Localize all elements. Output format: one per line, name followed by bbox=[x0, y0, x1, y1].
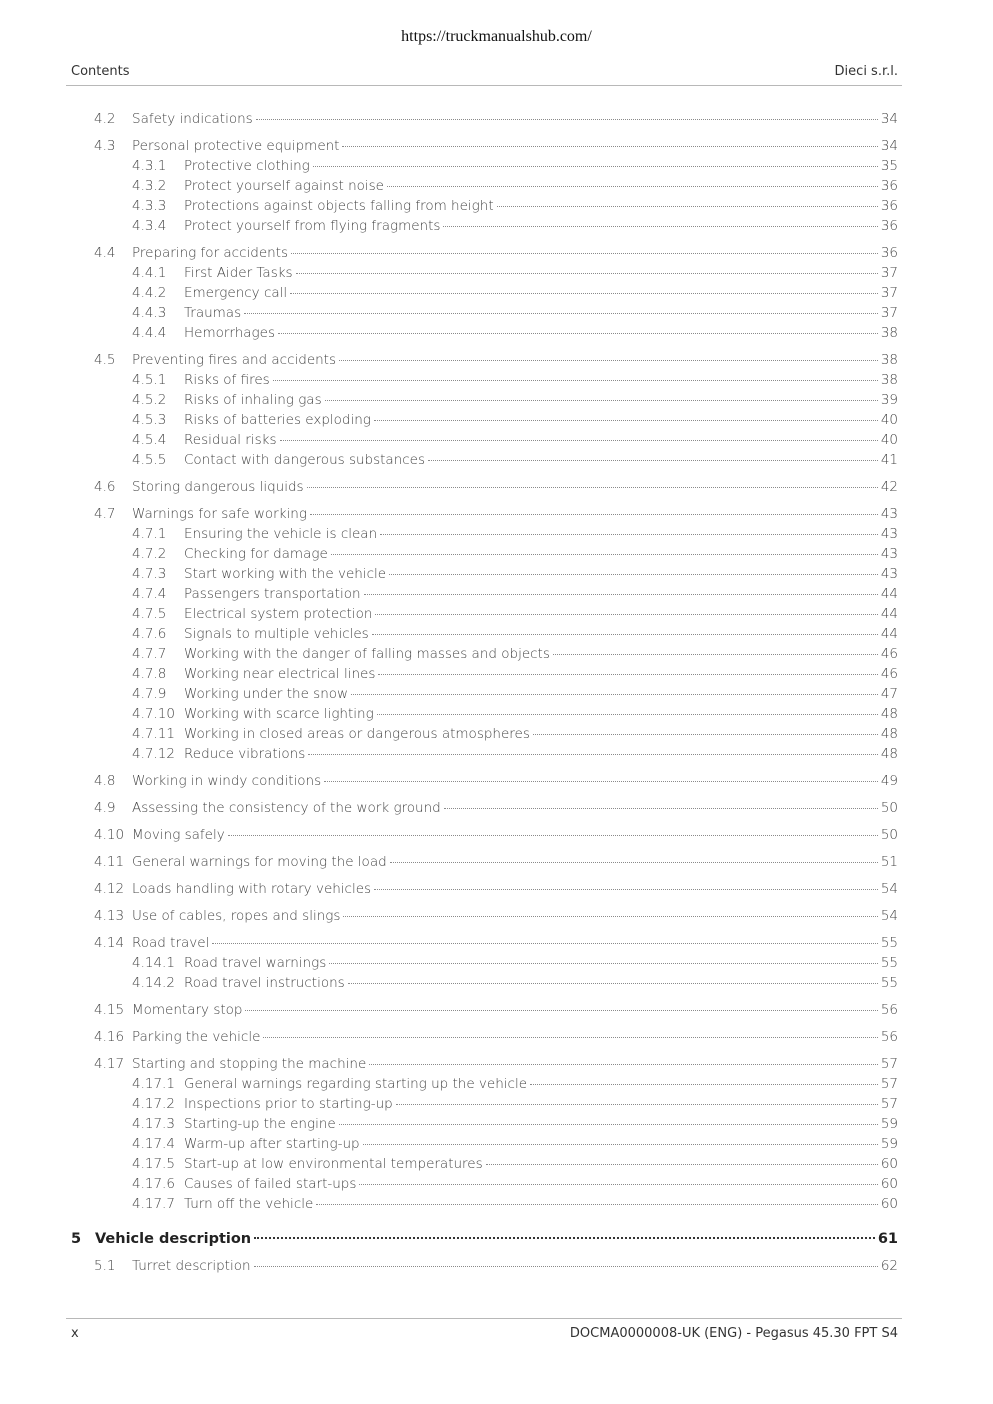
toc-entry[interactable] bbox=[0, 644, 993, 664]
toc-dot-leader bbox=[372, 634, 878, 635]
toc-entry-number: 4.5.5 bbox=[132, 452, 167, 468]
toc-entry-number: 4.7.6 bbox=[132, 626, 167, 642]
toc-dot-leader bbox=[375, 614, 877, 615]
toc-entry-page: 44 bbox=[880, 626, 898, 642]
toc-entry-title: Contact with dangerous substances bbox=[184, 452, 426, 468]
toc-entry-page: 48 bbox=[880, 726, 898, 742]
toc-entry-page: 55 bbox=[880, 935, 898, 951]
header-company: Dieci s.r.l. bbox=[834, 64, 898, 79]
toc-dot-leader bbox=[307, 487, 878, 488]
toc-dot-leader bbox=[396, 1104, 878, 1105]
toc-entry-number: 4.4.3 bbox=[132, 305, 167, 321]
toc-entry[interactable] bbox=[0, 584, 993, 604]
toc-entry-page: 56 bbox=[880, 1029, 898, 1045]
toc-entry-page: 59 bbox=[880, 1136, 898, 1152]
toc-entry-page: 37 bbox=[880, 265, 898, 281]
toc-dot-leader bbox=[254, 1266, 878, 1267]
toc-entry-title: Protections against objects falling from height bbox=[184, 198, 494, 214]
toc-entry-page: 34 bbox=[880, 138, 898, 154]
toc-entry-number: 4.5 bbox=[94, 352, 116, 368]
toc-entry-title: Momentary stop bbox=[132, 1002, 243, 1018]
toc-entry-page: 38 bbox=[880, 352, 898, 368]
toc-dot-leader bbox=[291, 253, 878, 254]
toc-dot-leader bbox=[343, 916, 877, 917]
toc-entry-page: 38 bbox=[880, 325, 898, 341]
toc-entry-number: 4.17.7 bbox=[132, 1196, 175, 1212]
toc-entry-page: 50 bbox=[880, 800, 898, 816]
toc-entry-number: 4.3.4 bbox=[132, 218, 167, 234]
toc-entry-title: Working with the danger of falling masses and objects bbox=[184, 646, 550, 662]
toc-entry[interactable] bbox=[0, 1134, 993, 1154]
toc-entry-page: 43 bbox=[880, 546, 898, 562]
page-number: x bbox=[71, 1326, 79, 1341]
toc-entry-page: 44 bbox=[880, 606, 898, 622]
toc-entry-number: 4.16 bbox=[94, 1029, 125, 1045]
toc-entry[interactable] bbox=[0, 410, 993, 430]
toc-entry-title: Checking for damage bbox=[184, 546, 328, 562]
toc-entry-number: 4.15 bbox=[94, 1002, 125, 1018]
toc-entry[interactable] bbox=[0, 771, 993, 791]
toc-dot-leader bbox=[280, 440, 878, 441]
toc-entry-title: Residual risks bbox=[184, 432, 277, 448]
toc-entry[interactable] bbox=[0, 973, 993, 993]
toc-entry[interactable] bbox=[0, 684, 993, 704]
toc-entry[interactable] bbox=[0, 450, 993, 470]
source-url: https://truckmanualshub.com/ bbox=[401, 28, 592, 45]
toc-entry-title: Protective clothing bbox=[184, 158, 310, 174]
toc-entry-title: Electrical system protection bbox=[184, 606, 373, 622]
toc-entry-number: 4.3.1 bbox=[132, 158, 167, 174]
toc-entry[interactable] bbox=[0, 263, 993, 283]
toc-entry-number: 4.4.1 bbox=[132, 265, 167, 281]
toc-dot-leader bbox=[428, 460, 878, 461]
toc-entry[interactable] bbox=[0, 1094, 993, 1114]
toc-dot-leader bbox=[228, 835, 878, 836]
toc-entry-title: Starting-up the engine bbox=[184, 1116, 336, 1132]
toc-entry-title: Hemorrhages bbox=[184, 325, 275, 341]
toc-entry-title: Turret description bbox=[132, 1258, 251, 1274]
toc-entry-title: Working in closed areas or dangerous atmospheres bbox=[184, 726, 530, 742]
toc-entry[interactable] bbox=[0, 798, 993, 818]
toc-entry-title: Start-up at low environmental temperatures bbox=[184, 1156, 483, 1172]
toc-entry[interactable] bbox=[0, 852, 993, 872]
toc-entry-number: 4.7.11 bbox=[132, 726, 175, 742]
toc-entry-page: 55 bbox=[880, 955, 898, 971]
toc-entry-title: Starting and stopping the machine bbox=[132, 1056, 367, 1072]
toc-entry-page: 43 bbox=[880, 526, 898, 542]
toc-entry-page: 55 bbox=[880, 975, 898, 991]
toc-entry-number: 4.14.1 bbox=[132, 955, 175, 971]
toc-dot-leader bbox=[212, 943, 877, 944]
toc-entry-page: 40 bbox=[880, 412, 898, 428]
toc-entry-number: 4.7.10 bbox=[132, 706, 175, 722]
toc-entry-number: 4.7.2 bbox=[132, 546, 167, 562]
toc-dot-leader bbox=[380, 534, 878, 535]
toc-entry[interactable] bbox=[0, 176, 993, 196]
toc-entry-number: 4.7.7 bbox=[132, 646, 167, 662]
toc-entry-page: 35 bbox=[880, 158, 898, 174]
toc-entry-page: 37 bbox=[880, 285, 898, 301]
toc-entry-number: 4.7.9 bbox=[132, 686, 167, 702]
toc-entry-number: 4.4.2 bbox=[132, 285, 167, 301]
toc-entry-title: Assessing the consistency of the work ground bbox=[132, 800, 441, 816]
toc-entry-title: First Aider Tasks bbox=[184, 265, 293, 281]
toc-entry-page: 48 bbox=[880, 746, 898, 762]
toc-entry-page: 51 bbox=[880, 854, 898, 870]
toc-entry-number: 4.7.5 bbox=[132, 606, 167, 622]
toc-entry-page: 46 bbox=[880, 666, 898, 682]
toc-entry-page: 49 bbox=[880, 773, 898, 789]
toc-entry-page: 39 bbox=[880, 392, 898, 408]
toc-entry[interactable] bbox=[0, 1194, 993, 1214]
toc-entry-number: 4.12 bbox=[94, 881, 125, 897]
toc-entry-title: Working under the snow bbox=[184, 686, 349, 702]
toc-entry-page: 48 bbox=[880, 706, 898, 722]
toc-entry[interactable] bbox=[0, 1054, 993, 1074]
toc-entry[interactable] bbox=[0, 1074, 993, 1094]
toc-entry-page: 57 bbox=[880, 1096, 898, 1112]
toc-entry-number: 4.17.4 bbox=[132, 1136, 175, 1152]
toc-entry[interactable] bbox=[0, 136, 993, 156]
toc-entry-number: 4.17.1 bbox=[132, 1076, 175, 1092]
toc-entry-title: Road travel bbox=[132, 935, 210, 951]
toc-entry[interactable] bbox=[0, 504, 993, 524]
toc-entry-number: 4.7.12 bbox=[132, 746, 175, 762]
toc-entry-number: 4.7.1 bbox=[132, 526, 167, 542]
toc-entry-number: 4.17.6 bbox=[132, 1176, 175, 1192]
toc-dot-leader bbox=[296, 273, 878, 274]
toc-entry-number: 4.4.4 bbox=[132, 325, 167, 341]
toc-dot-leader bbox=[313, 166, 878, 167]
toc-entry[interactable] bbox=[0, 624, 993, 644]
toc-entry-title: Inspections prior to starting-up bbox=[184, 1096, 393, 1112]
toc-entry[interactable] bbox=[0, 906, 993, 926]
toc-entry-title: Preventing fires and accidents bbox=[132, 352, 337, 368]
toc-entry-title: Risks of batteries exploding bbox=[184, 412, 371, 428]
toc-entry-number: 4.9 bbox=[94, 800, 116, 816]
toc-entry-page: 37 bbox=[880, 305, 898, 321]
toc-entry[interactable] bbox=[0, 196, 993, 216]
toc-dot-leader bbox=[530, 1084, 878, 1085]
toc-entry-number: 4.14 bbox=[94, 935, 125, 951]
toc-entry[interactable] bbox=[0, 544, 993, 564]
toc-entry-title: Road travel warnings bbox=[184, 955, 327, 971]
toc-entry-number: 4.3.3 bbox=[132, 198, 167, 214]
toc-dot-leader bbox=[263, 1037, 877, 1038]
toc-dot-leader bbox=[348, 983, 878, 984]
toc-entry-page: 36 bbox=[880, 198, 898, 214]
toc-entry-title: Signals to multiple vehicles bbox=[184, 626, 369, 642]
toc-entry[interactable] bbox=[0, 370, 993, 390]
toc-entry-page: 60 bbox=[880, 1196, 898, 1212]
toc-dot-leader bbox=[316, 1204, 878, 1205]
header-section-title: Contents bbox=[71, 64, 130, 79]
toc-dot-leader bbox=[486, 1164, 878, 1165]
toc-entry[interactable] bbox=[0, 953, 993, 973]
toc-dot-leader bbox=[378, 674, 877, 675]
toc-entry-page: 46 bbox=[880, 646, 898, 662]
toc-entry[interactable] bbox=[0, 1229, 993, 1249]
toc-dot-leader bbox=[497, 206, 878, 207]
toc-entry-title: Warm-up after starting-up bbox=[184, 1136, 360, 1152]
toc-entry-number: 4.4 bbox=[94, 245, 116, 261]
toc-entry-number: 4.17.5 bbox=[132, 1156, 175, 1172]
toc-dot-leader bbox=[308, 754, 878, 755]
toc-entry[interactable] bbox=[0, 390, 993, 410]
toc-entry[interactable] bbox=[0, 350, 993, 370]
toc-entry-page: 43 bbox=[880, 506, 898, 522]
toc-entry[interactable] bbox=[0, 323, 993, 343]
toc-dot-leader bbox=[254, 1237, 875, 1239]
toc-dot-leader bbox=[389, 574, 878, 575]
toc-entry-page: 60 bbox=[880, 1156, 898, 1172]
toc-entry[interactable] bbox=[0, 879, 993, 899]
toc-dot-leader bbox=[245, 1010, 877, 1011]
toc-entry-title: Personal protective equipment bbox=[132, 138, 340, 154]
toc-entry[interactable] bbox=[0, 430, 993, 450]
toc-dot-leader bbox=[324, 781, 878, 782]
toc-entry-page: 34 bbox=[880, 111, 898, 127]
toc-entry-page: 62 bbox=[880, 1258, 898, 1274]
toc-entry-title: Ensuring the vehicle is clean bbox=[184, 526, 378, 542]
toc-dot-leader bbox=[377, 714, 878, 715]
toc-dot-leader bbox=[339, 1124, 878, 1125]
toc-entry[interactable] bbox=[0, 604, 993, 624]
toc-entry-title: Working with scarce lighting bbox=[184, 706, 374, 722]
toc-entry[interactable] bbox=[0, 303, 993, 323]
toc-entry-title: Passengers transportation bbox=[184, 586, 361, 602]
toc-entry[interactable] bbox=[0, 156, 993, 176]
toc-entry-number: 4.6 bbox=[94, 479, 116, 495]
toc-entry[interactable] bbox=[0, 1174, 993, 1194]
toc-entry-page: 56 bbox=[880, 1002, 898, 1018]
toc-dot-leader bbox=[256, 119, 878, 120]
toc-entry-title: Risks of inhaling gas bbox=[184, 392, 322, 408]
toc-entry[interactable] bbox=[0, 744, 993, 764]
toc-entry-title: Preparing for accidents bbox=[132, 245, 289, 261]
toc-entry-title: Turn off the vehicle bbox=[184, 1196, 314, 1212]
toc-entry[interactable] bbox=[0, 283, 993, 303]
toc-entry-page: 36 bbox=[880, 218, 898, 234]
toc-dot-leader bbox=[342, 146, 877, 147]
toc-entry[interactable] bbox=[0, 1000, 993, 1020]
toc-entry-number: 4.3.2 bbox=[132, 178, 167, 194]
toc-entry-title: General warnings regarding starting up the vehicle bbox=[184, 1076, 528, 1092]
toc-entry-title: Protect yourself against noise bbox=[184, 178, 384, 194]
toc-entry-page: 54 bbox=[880, 908, 898, 924]
toc-dot-leader bbox=[310, 514, 878, 515]
toc-entry-number: 5 bbox=[71, 1231, 82, 1247]
toc-entry-title: Safety indications bbox=[132, 111, 253, 127]
toc-entry-page: 59 bbox=[880, 1116, 898, 1132]
toc-dot-leader bbox=[369, 1064, 878, 1065]
toc-entry-number: 4.8 bbox=[94, 773, 116, 789]
toc-dot-leader bbox=[443, 226, 877, 227]
toc-entry[interactable] bbox=[0, 109, 993, 129]
toc-dot-leader bbox=[325, 400, 878, 401]
toc-entry-number: 4.10 bbox=[94, 827, 125, 843]
toc-entry[interactable] bbox=[0, 1114, 993, 1134]
toc-entry-number: 4.2 bbox=[94, 111, 116, 127]
toc-entry[interactable] bbox=[0, 1256, 993, 1276]
toc-entry-number: 4.17.2 bbox=[132, 1096, 175, 1112]
toc-dot-leader bbox=[364, 594, 878, 595]
toc-dot-leader bbox=[273, 380, 878, 381]
toc-entry-title: Reduce vibrations bbox=[184, 746, 306, 762]
toc-entry-page: 40 bbox=[880, 432, 898, 448]
document-code: DOCMA0000008-UK (ENG) - Pegasus 45.30 FPT S4 bbox=[569, 1326, 898, 1341]
toc-entry[interactable] bbox=[0, 524, 993, 544]
toc-entry-title: Use of cables, ropes and slings bbox=[132, 908, 341, 924]
toc-dot-leader bbox=[374, 889, 878, 890]
toc-entry-title: Risks of fires bbox=[184, 372, 270, 388]
toc-entry-title: Warnings for safe working bbox=[132, 506, 307, 522]
toc-entry-number: 4.5.4 bbox=[132, 432, 167, 448]
toc-entry-page: 43 bbox=[880, 566, 898, 582]
toc-entry-number: 4.5.3 bbox=[132, 412, 167, 428]
toc-entry-title: Start working with the vehicle bbox=[184, 566, 387, 582]
toc-entry-title: Causes of failed start-ups bbox=[184, 1176, 357, 1192]
toc-entry[interactable] bbox=[0, 477, 993, 497]
toc-entry-title: Working near electrical lines bbox=[184, 666, 376, 682]
toc-entry-title: Working in windy conditions bbox=[132, 773, 322, 789]
toc-entry-number: 4.13 bbox=[94, 908, 125, 924]
toc-entry-title: Protect yourself from flying fragments bbox=[184, 218, 441, 234]
toc-entry-title: Parking the vehicle bbox=[132, 1029, 261, 1045]
toc-dot-leader bbox=[351, 694, 878, 695]
toc-entry-page: 61 bbox=[877, 1231, 898, 1247]
toc-entry-title: Moving safely bbox=[132, 827, 225, 843]
toc-entry-page: 36 bbox=[880, 178, 898, 194]
toc-entry-number: 5.1 bbox=[94, 1258, 116, 1274]
toc-dot-leader bbox=[374, 420, 878, 421]
toc-entry-number: 4.17.3 bbox=[132, 1116, 175, 1132]
toc-entry-page: 38 bbox=[880, 372, 898, 388]
toc-entry[interactable] bbox=[0, 724, 993, 744]
toc-dot-leader bbox=[329, 963, 878, 964]
toc-entry[interactable] bbox=[0, 564, 993, 584]
toc-entry[interactable] bbox=[0, 1027, 993, 1047]
toc-entry-page: 47 bbox=[880, 686, 898, 702]
toc-dot-leader bbox=[533, 734, 878, 735]
toc-entry-number: 4.11 bbox=[94, 854, 125, 870]
toc-entry[interactable] bbox=[0, 1154, 993, 1174]
toc-entry-page: 57 bbox=[880, 1056, 898, 1072]
toc-entry[interactable] bbox=[0, 704, 993, 724]
toc-entry-number: 4.3 bbox=[94, 138, 116, 154]
toc-entry-page: 42 bbox=[880, 479, 898, 495]
toc-entry-number: 4.5.2 bbox=[132, 392, 167, 408]
toc-entry-page: 54 bbox=[880, 881, 898, 897]
toc-dot-leader bbox=[444, 808, 878, 809]
toc-dot-leader bbox=[290, 293, 878, 294]
toc-entry-number: 4.17 bbox=[94, 1056, 125, 1072]
toc-entry-title: General warnings for moving the load bbox=[132, 854, 387, 870]
toc-entry-page: 50 bbox=[880, 827, 898, 843]
toc-dot-leader bbox=[339, 360, 878, 361]
toc-dot-leader bbox=[553, 654, 878, 655]
footer-divider bbox=[66, 1318, 902, 1319]
toc-entry-title: Storing dangerous liquids bbox=[132, 479, 304, 495]
toc-entry-title: Loads handling with rotary vehicles bbox=[132, 881, 372, 897]
toc-entry-number: 4.14.2 bbox=[132, 975, 175, 991]
toc-entry-page: 57 bbox=[880, 1076, 898, 1092]
toc-entry[interactable] bbox=[0, 825, 993, 845]
toc-entry-number: 4.7 bbox=[94, 506, 116, 522]
toc-dot-leader bbox=[387, 186, 878, 187]
toc-entry[interactable] bbox=[0, 216, 993, 236]
toc-entry-title: Emergency call bbox=[184, 285, 288, 301]
toc-entry-number: 4.7.4 bbox=[132, 586, 167, 602]
toc-dot-leader bbox=[244, 313, 878, 314]
toc-entry-page: 60 bbox=[880, 1176, 898, 1192]
toc-entry-title: Traumas bbox=[184, 305, 242, 321]
toc-dot-leader bbox=[331, 554, 878, 555]
toc-entry-title: Vehicle description bbox=[95, 1231, 252, 1247]
toc-entry-page: 41 bbox=[880, 452, 898, 468]
toc-dot-leader bbox=[363, 1144, 878, 1145]
toc-entry[interactable] bbox=[0, 243, 993, 263]
toc-entry-number: 4.7.8 bbox=[132, 666, 167, 682]
toc-entry[interactable] bbox=[0, 933, 993, 953]
toc-dot-leader bbox=[359, 1184, 877, 1185]
toc-entry-page: 44 bbox=[880, 586, 898, 602]
toc-entry[interactable] bbox=[0, 664, 993, 684]
toc-entry-number: 4.7.3 bbox=[132, 566, 167, 582]
toc-dot-leader bbox=[390, 862, 878, 863]
toc-dot-leader bbox=[278, 333, 878, 334]
toc-entry-title: Road travel instructions bbox=[184, 975, 345, 991]
toc-entry-page: 36 bbox=[880, 245, 898, 261]
toc-entry-number: 4.5.1 bbox=[132, 372, 167, 388]
